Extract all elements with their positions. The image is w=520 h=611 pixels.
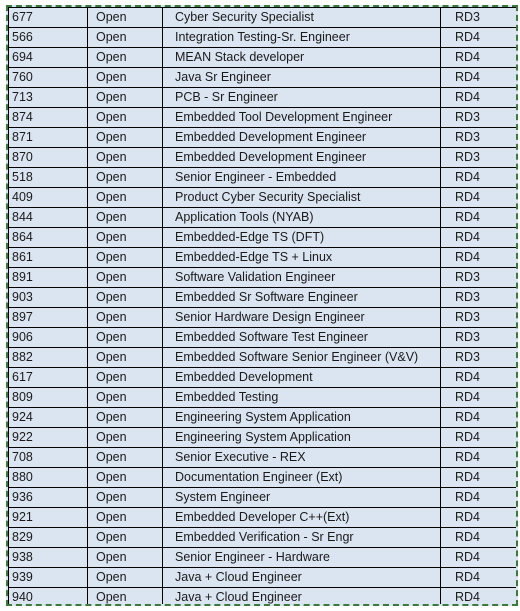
table-row bbox=[9, 168, 517, 188]
cell-id[interactable]: 870 bbox=[9, 148, 88, 168]
cell-code[interactable]: RD4 bbox=[441, 248, 517, 268]
cell-status[interactable]: Open bbox=[88, 568, 163, 588]
cell-code[interactable]: RD4 bbox=[441, 48, 517, 68]
cell-status[interactable]: Open bbox=[88, 248, 163, 268]
cell-status[interactable]: Open bbox=[88, 528, 163, 548]
cell-title[interactable]: Embedded Testing bbox=[163, 388, 441, 408]
cell-code[interactable]: RD3 bbox=[441, 288, 517, 308]
table-row bbox=[9, 508, 517, 528]
cell-status[interactable]: Open bbox=[88, 468, 163, 488]
cell-code[interactable]: RD3 bbox=[441, 348, 517, 368]
cell-id[interactable]: 708 bbox=[9, 448, 88, 468]
table-row bbox=[9, 268, 517, 288]
cell-status[interactable]: Open bbox=[88, 8, 163, 28]
table-row bbox=[9, 68, 517, 88]
table-row bbox=[9, 388, 517, 408]
cell-title[interactable]: Java + Cloud Engineer bbox=[163, 568, 441, 588]
cell-id[interactable]: 880 bbox=[9, 468, 88, 488]
cell-code[interactable]: RD4 bbox=[441, 388, 517, 408]
cell-title[interactable]: Senior Executive - REX bbox=[163, 448, 441, 468]
table-row bbox=[9, 548, 517, 568]
table-row bbox=[9, 188, 517, 208]
cell-code[interactable]: RD3 bbox=[441, 308, 517, 328]
cell-title[interactable]: Embedded Verification - Sr Engr bbox=[163, 528, 441, 548]
table-row bbox=[9, 48, 517, 68]
table-row bbox=[9, 308, 517, 328]
cell-code[interactable]: RD4 bbox=[441, 588, 517, 607]
table-row bbox=[9, 408, 517, 428]
table-row bbox=[9, 88, 517, 108]
cell-code[interactable]: RD4 bbox=[441, 428, 517, 448]
cell-code[interactable]: RD4 bbox=[441, 368, 517, 388]
cell-status[interactable]: Open bbox=[88, 508, 163, 528]
table-row bbox=[9, 288, 517, 308]
cell-title[interactable]: Senior Hardware Design Engineer bbox=[163, 308, 441, 328]
cell-status[interactable]: Open bbox=[88, 128, 163, 148]
cell-title[interactable]: Cyber Security Specialist bbox=[163, 8, 441, 28]
table-row bbox=[9, 348, 517, 368]
cell-id[interactable]: 829 bbox=[9, 528, 88, 548]
cell-code[interactable]: RD4 bbox=[441, 448, 517, 468]
cell-status[interactable]: Open bbox=[88, 68, 163, 88]
cell-id[interactable]: 566 bbox=[9, 28, 88, 48]
cell-status[interactable]: Open bbox=[88, 28, 163, 48]
table-row bbox=[9, 108, 517, 128]
cell-status[interactable]: Open bbox=[88, 308, 163, 328]
cell-code[interactable]: RD4 bbox=[441, 228, 517, 248]
cell-id[interactable]: 906 bbox=[9, 328, 88, 348]
cell-id[interactable]: 864 bbox=[9, 228, 88, 248]
cell-id[interactable]: 940 bbox=[9, 588, 88, 607]
cell-title[interactable]: Embedded-Edge TS + Linux bbox=[163, 248, 441, 268]
cell-id[interactable]: 617 bbox=[9, 368, 88, 388]
cell-title[interactable]: Embedded Development Engineer bbox=[163, 148, 441, 168]
cell-status[interactable]: Open bbox=[88, 348, 163, 368]
cell-id[interactable]: 677 bbox=[9, 8, 88, 28]
cell-code[interactable]: RD3 bbox=[441, 8, 517, 28]
cell-code[interactable]: RD4 bbox=[441, 28, 517, 48]
table-row bbox=[9, 368, 517, 388]
cell-title[interactable]: Embedded Developer C++(Ext) bbox=[163, 508, 441, 528]
cell-title[interactable]: Embedded Development bbox=[163, 368, 441, 388]
table-row bbox=[9, 468, 517, 488]
cell-title[interactable]: Software Validation Engineer bbox=[163, 268, 441, 288]
table-row bbox=[9, 528, 517, 548]
cell-id[interactable]: 874 bbox=[9, 108, 88, 128]
cell-status[interactable]: Open bbox=[88, 488, 163, 508]
cell-id[interactable]: 939 bbox=[9, 568, 88, 588]
cell-id[interactable]: 713 bbox=[9, 88, 88, 108]
cell-status[interactable]: Open bbox=[88, 108, 163, 128]
cell-id[interactable]: 903 bbox=[9, 288, 88, 308]
table-row bbox=[9, 488, 517, 508]
cell-title[interactable]: Engineering System Application bbox=[163, 428, 441, 448]
cell-status[interactable]: Open bbox=[88, 188, 163, 208]
cell-status[interactable]: Open bbox=[88, 208, 163, 228]
cell-title[interactable]: Senior Engineer - Hardware bbox=[163, 548, 441, 568]
table-row bbox=[9, 8, 517, 28]
cell-code[interactable]: RD4 bbox=[441, 528, 517, 548]
cell-status[interactable]: Open bbox=[88, 588, 163, 607]
cell-status[interactable]: Open bbox=[88, 428, 163, 448]
cell-status[interactable]: Open bbox=[88, 448, 163, 468]
cell-title[interactable]: Java Sr Engineer bbox=[163, 68, 441, 88]
table-body bbox=[9, 8, 517, 607]
cell-id[interactable]: 921 bbox=[9, 508, 88, 528]
job-openings-table bbox=[8, 7, 517, 606]
cell-code[interactable]: RD4 bbox=[441, 188, 517, 208]
cell-title[interactable]: Embedded Sr Software Engineer bbox=[163, 288, 441, 308]
cell-code[interactable]: RD3 bbox=[441, 148, 517, 168]
cell-code[interactable]: RD4 bbox=[441, 508, 517, 528]
cell-status[interactable]: Open bbox=[88, 328, 163, 348]
cell-status[interactable]: Open bbox=[88, 148, 163, 168]
cell-code[interactable]: RD4 bbox=[441, 488, 517, 508]
cell-id[interactable]: 938 bbox=[9, 548, 88, 568]
cell-code[interactable]: RD3 bbox=[441, 128, 517, 148]
cell-title[interactable]: Embedded Software Test Engineer bbox=[163, 328, 441, 348]
cell-code[interactable]: RD4 bbox=[441, 468, 517, 488]
cell-title[interactable]: Integration Testing-Sr. Engineer bbox=[163, 28, 441, 48]
cell-title[interactable]: Product Cyber Security Specialist bbox=[163, 188, 441, 208]
cell-title[interactable]: Application Tools (NYAB) bbox=[163, 208, 441, 228]
cell-id[interactable]: 922 bbox=[9, 428, 88, 448]
cell-status[interactable]: Open bbox=[88, 228, 163, 248]
cell-id[interactable]: 760 bbox=[9, 68, 88, 88]
cell-status[interactable]: Open bbox=[88, 268, 163, 288]
cell-status[interactable]: Open bbox=[88, 408, 163, 428]
cell-status[interactable]: Open bbox=[88, 548, 163, 568]
cell-status[interactable]: Open bbox=[88, 388, 163, 408]
cell-status[interactable]: Open bbox=[88, 288, 163, 308]
cell-code[interactable]: RD4 bbox=[441, 548, 517, 568]
cell-title[interactable]: Java + Cloud Engineer bbox=[163, 588, 441, 607]
cell-id[interactable]: 809 bbox=[9, 388, 88, 408]
cell-title[interactable]: Senior Engineer - Embedded bbox=[163, 168, 441, 188]
table-row bbox=[9, 228, 517, 248]
table-row bbox=[9, 28, 517, 48]
cell-code[interactable]: RD3 bbox=[441, 328, 517, 348]
cell-code[interactable]: RD4 bbox=[441, 168, 517, 188]
cell-title[interactable]: System Engineer bbox=[163, 488, 441, 508]
cell-title[interactable]: Embedded Tool Development Engineer bbox=[163, 108, 441, 128]
table-row bbox=[9, 448, 517, 468]
cell-id[interactable]: 936 bbox=[9, 488, 88, 508]
cell-title[interactable]: PCB - Sr Engineer bbox=[163, 88, 441, 108]
cell-title[interactable]: Engineering System Application bbox=[163, 408, 441, 428]
table-row bbox=[9, 248, 517, 268]
cell-id[interactable]: 409 bbox=[9, 188, 88, 208]
table-row bbox=[9, 328, 517, 348]
table-row bbox=[9, 208, 517, 228]
cell-code[interactable]: RD3 bbox=[441, 108, 517, 128]
cell-id[interactable]: 694 bbox=[9, 48, 88, 68]
cell-title[interactable]: Embedded Development Engineer bbox=[163, 128, 441, 148]
table-row bbox=[9, 588, 517, 607]
cell-id[interactable]: 861 bbox=[9, 248, 88, 268]
cell-id[interactable]: 891 bbox=[9, 268, 88, 288]
spreadsheet-selection[interactable] bbox=[6, 5, 518, 606]
cell-title[interactable]: Documentation Engineer (Ext) bbox=[163, 468, 441, 488]
cell-id[interactable]: 871 bbox=[9, 128, 88, 148]
cell-id[interactable]: 844 bbox=[9, 208, 88, 228]
cell-status[interactable]: Open bbox=[88, 48, 163, 68]
cell-code[interactable]: RD4 bbox=[441, 208, 517, 228]
table-row bbox=[9, 428, 517, 448]
cell-id[interactable]: 897 bbox=[9, 308, 88, 328]
cell-id[interactable]: 924 bbox=[9, 408, 88, 428]
cell-code[interactable]: RD4 bbox=[441, 568, 517, 588]
cell-status[interactable]: Open bbox=[88, 368, 163, 388]
table-row bbox=[9, 148, 517, 168]
table-row bbox=[9, 568, 517, 588]
table-row bbox=[9, 128, 517, 148]
cell-status[interactable]: Open bbox=[88, 88, 163, 108]
cell-title[interactable]: Embedded Software Senior Engineer (V&V) bbox=[163, 348, 441, 368]
cell-code[interactable]: RD4 bbox=[441, 68, 517, 88]
cell-status[interactable]: Open bbox=[88, 168, 163, 188]
cell-id[interactable]: 518 bbox=[9, 168, 88, 188]
cell-code[interactable]: RD3 bbox=[441, 268, 517, 288]
cell-title[interactable]: Embedded-Edge TS (DFT) bbox=[163, 228, 441, 248]
cell-code[interactable]: RD4 bbox=[441, 408, 517, 428]
cell-title[interactable]: MEAN Stack developer bbox=[163, 48, 441, 68]
cell-code[interactable]: RD4 bbox=[441, 88, 517, 108]
cell-id[interactable]: 882 bbox=[9, 348, 88, 368]
